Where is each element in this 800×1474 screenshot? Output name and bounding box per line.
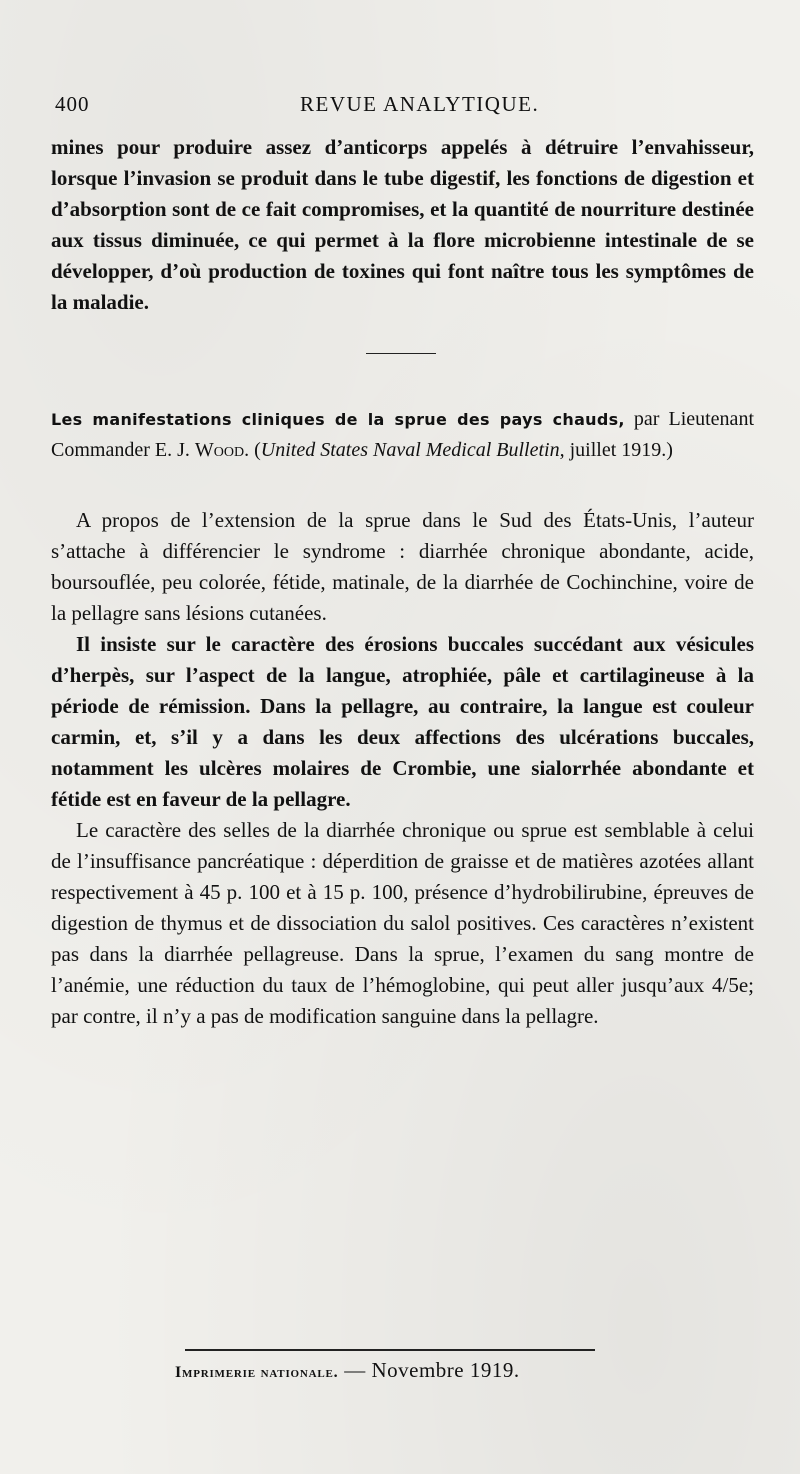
imprint-dash: — (338, 1358, 372, 1382)
continuation-paragraph (51, 132, 754, 318)
article-body (51, 505, 754, 1032)
article-author-name: Wood (194, 439, 245, 461)
page-number: 400 (55, 92, 90, 116)
article-source-open: . ( (244, 439, 261, 461)
article-heading (51, 404, 754, 466)
article-source-date: juillet 1919.) (564, 439, 673, 461)
article-author-prefix: par Lieutenant Commander E. J. (51, 408, 754, 461)
article-source-journal: United States Naval Medical Bulletin, (260, 439, 565, 461)
journal-title: REVUE ANALYTIQUE. (300, 92, 540, 116)
body-paragraph-2: Il insiste sur le caractère des érosions buccales succédant aux vésicules d’herpès, sur l’aspect de la langue, atrophiée, pâle et cartilagineuse à la période de rémission. Dans la pellagre, au contraire, la langue est couleur carmin, et, s’il y a dans les deux affections des ulcérations buccales, notamment les ulcères molaires de Crombie, une sialorrhée abondante et fétide est en faveur de la pellagre. (51, 632, 754, 811)
body-paragraph-3: Le caractère des selles de la diarrhée chronique ou sprue est semblable à celui de l’insuffisance pancréatique : déperdition de graisse et de matières azotées allant respectivement à 45 p. 100 et à 15 p. 100, présence d’hydrobilirubine, épreuves de digestion de thymus et de dissociation du salol positives. Ces caractères n’existent pas dans la diarrhée pellagreuse. Dans la sprue, l’examen du sang montre de l’anémie, une réduction du taux de l’hémoglobine, qui peut aller jusqu’aux 4/5e; par contre, il n’y a pas de modification sanguine dans la pellagre. (51, 818, 754, 1028)
body-paragraph-1: A propos de l’extension de la sprue dans le Sud des États-Unis, l’auteur s’attache à différencier le syndrome : diarrhée chronique abondante, acide, boursouflée, peu colorée, fétide, matinale, de la diarrhée de Cochinchine, voire de la pellagre sans lésions cutanées. (51, 508, 754, 625)
continuation-text: mines pour produire assez d’anticorps appelés à détruire l’envahisseur, lorsque l’invasion se produit dans le tube digestif, les fonctions de digestion et d’absorption sont de ce fait compromises, et la quantité de nourriture destinée aux tissus diminuée, ce qui permet à la flore microbienne intestinale de se développer, d’où production de toxines qui font naître tous les symptômes de la maladie. (51, 135, 754, 314)
footer-rule (185, 1349, 595, 1351)
imprint-printer: Imprimerie nationale. (175, 1364, 339, 1381)
article-title: Les manifestations cliniques de la sprue des pays chauds, (51, 410, 625, 429)
running-head (55, 92, 755, 122)
section-separator (366, 353, 436, 354)
imprint-line (175, 1358, 520, 1383)
imprint-date: Novembre 1919. (371, 1358, 520, 1382)
